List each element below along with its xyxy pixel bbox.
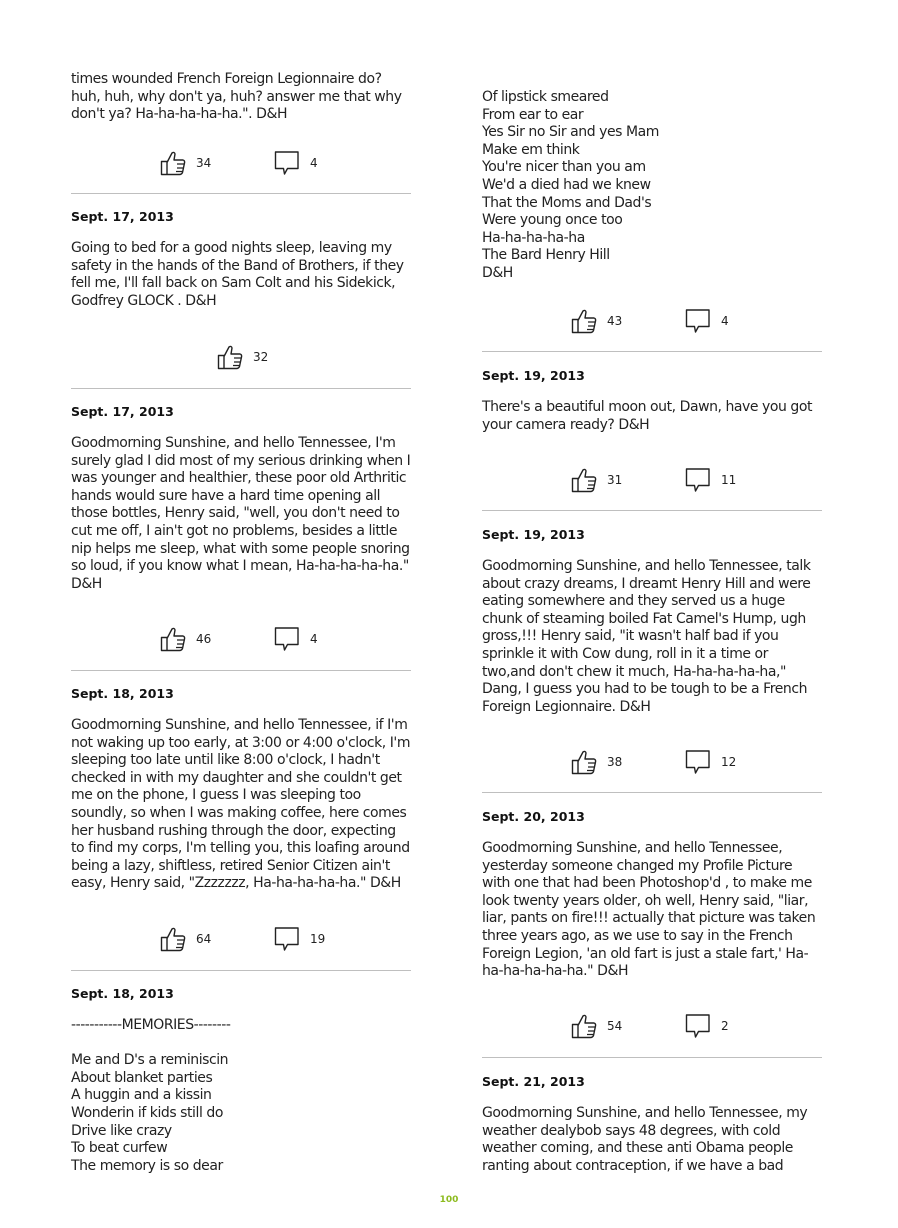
post-fragment — [71, 71, 411, 124]
post-stats — [71, 625, 411, 655]
like-button[interactable] — [571, 748, 622, 776]
comment-button[interactable] — [274, 149, 318, 177]
post — [71, 686, 411, 893]
post-text: Goodmorning Sunshine, and hello Tennessee, if I'm not waking up too early, at 3:00 or 4:00 o'clock, I'm sleeping too late until like 8:00 o'clock, I hadn't checked in with my daughter and she couldn't get me on the phone, I guess I was sleeping too soundly, so when I was making coffee, here comes her husband rushing through the door, expecting to find my corps, I'm telling you, this loafing around being a lazy, shiftless, retired Senior Citizen ain't easy, Henry said, "Zzzzzzz, Ha-ha-ha-ha-ha." D&H — [71, 717, 411, 892]
comment-icon — [685, 749, 711, 775]
post-stats — [482, 1012, 822, 1042]
comment-button[interactable] — [685, 466, 736, 494]
post-text: Going to bed for a good nights sleep, leaving my safety in the hands of the Band of Brothers, if they fell me, I'll fall back on Sam Colt and his Sidekick, Godfrey GLOCK . D&H — [71, 240, 404, 309]
like-button[interactable] — [571, 307, 622, 335]
like-count: 46 — [196, 632, 212, 646]
thumbs-up-icon — [217, 344, 243, 370]
like-count: 31 — [607, 473, 623, 487]
comment-icon — [274, 926, 300, 952]
thumbs-up-icon — [571, 749, 597, 775]
post-divider — [482, 351, 822, 352]
like-button[interactable] — [217, 343, 268, 371]
comment-icon — [685, 308, 711, 334]
post-divider — [71, 388, 411, 389]
thumbs-up-icon — [160, 150, 186, 176]
comment-button[interactable] — [274, 925, 325, 953]
post-text: Of lipstick smeared From ear to ear Yes Sir no Sir and yes Mam Make em think You're nicer than you am We'd a died had we knew That the Moms and Dad's Were young once too Ha-ha-ha-ha-ha The Bard Henry Hill D&H — [482, 89, 659, 281]
like-button[interactable] — [571, 466, 622, 494]
post — [482, 368, 822, 434]
post-stats — [482, 466, 822, 496]
comment-button[interactable] — [685, 307, 729, 335]
post-date: Sept. 19, 2013 — [482, 368, 585, 383]
comment-count: 4 — [310, 156, 318, 170]
comment-icon — [685, 467, 711, 493]
like-button[interactable] — [160, 149, 211, 177]
comment-button[interactable] — [685, 1012, 729, 1040]
like-count: 38 — [607, 755, 623, 769]
post-divider — [482, 510, 822, 511]
post-text: -----------MEMORIES-------- Me and D's a reminiscin About blanket parties A huggin and a kissin Wonderin if kids still do Drive like crazy To beat curfew The memory is so dear — [71, 1017, 231, 1174]
post-stats — [71, 149, 411, 179]
post-fragment — [482, 89, 822, 283]
post-stats — [71, 343, 411, 373]
post-date: Sept. 18, 2013 — [71, 986, 174, 1001]
comment-count: 4 — [310, 632, 318, 646]
like-count: 34 — [196, 156, 212, 170]
thumbs-up-icon — [160, 926, 186, 952]
comment-count: 19 — [310, 932, 326, 946]
post — [71, 209, 411, 310]
thumbs-up-icon — [571, 308, 597, 334]
post-text: There's a beautiful moon out, Dawn, have you got your camera ready? D&H — [482, 399, 813, 433]
post-text: Goodmorning Sunshine, and hello Tennessee, yesterday someone changed my Profile Picture with one that had been Photoshop'd , to make me look twenty years older, oh well, Henry said, "liar, liar, pants on fire!!! actually that picture was taken three years ago, as we use to say in the French Foreign Legion, 'an old fart is just a stale fart,' Ha-ha-ha-ha-ha-ha." D&H — [482, 840, 816, 980]
post-divider — [71, 670, 411, 671]
like-count: 64 — [196, 932, 212, 946]
comment-count: 2 — [721, 1019, 729, 1033]
post-date: Sept. 17, 2013 — [71, 209, 174, 224]
comment-count: 11 — [721, 473, 737, 487]
post-stats — [482, 307, 822, 337]
post-date: Sept. 20, 2013 — [482, 809, 585, 824]
post-date: Sept. 18, 2013 — [71, 686, 174, 701]
like-count: 32 — [253, 350, 269, 364]
post-text: Goodmorning Sunshine, and hello Tennessee, I'm surely glad I did most of my serious drinking when I was younger and healthier, these poor old Arthritic hands would sure have a hard time opening all those bottles, Henry said, "well, you don't need to cut me off, I ain't got no problems, besides a little nip helps me sleep, what with some people snoring so loud, if you know what I mean, Ha-ha-ha-ha-ha." D&H — [71, 435, 411, 592]
post-stats — [482, 748, 822, 778]
post-date: Sept. 19, 2013 — [482, 527, 585, 542]
comment-button[interactable] — [685, 748, 736, 776]
like-count: 43 — [607, 314, 623, 328]
like-button[interactable] — [160, 925, 211, 953]
post-stats — [71, 925, 411, 955]
thumbs-up-icon — [571, 1013, 597, 1039]
post-text: Goodmorning Sunshine, and hello Tennessee, talk about crazy dreams, I dreamt Henry Hill and were eating somewhere and they served us a huge chunk of steaming boiled Fat Camel's Hump, ugh gross,!!! Henry said, "it wasn't half bad if you sprinkle it with Cow dung, roll in it a time or two,and don't chew it much, Ha-ha-ha-ha-ha," Dang, I guess you had to be tough to be a French Foreign Legionnaire. D&H — [482, 558, 811, 715]
comment-icon — [274, 150, 300, 176]
thumbs-up-icon — [571, 467, 597, 493]
post-divider — [71, 193, 411, 194]
post — [71, 986, 411, 1175]
post-divider — [482, 792, 822, 793]
post-date: Sept. 21, 2013 — [482, 1074, 585, 1089]
post-divider — [71, 970, 411, 971]
comment-icon — [274, 626, 300, 652]
post — [482, 809, 822, 981]
comment-count: 12 — [721, 755, 737, 769]
post-date: Sept. 17, 2013 — [71, 404, 174, 419]
comment-button[interactable] — [274, 625, 318, 653]
thumbs-up-icon — [160, 626, 186, 652]
like-count: 54 — [607, 1019, 623, 1033]
like-button[interactable] — [160, 625, 211, 653]
post-text: Goodmorning Sunshine, and hello Tennessee, my weather dealybob says 48 degrees, with cold weather coming, and these anti Obama people ranting about contraception, if we have a bad — [482, 1105, 808, 1174]
page-number: 100 — [439, 1195, 459, 1205]
post-text: times wounded French Foreign Legionnaire do? huh, huh, why don't ya, huh? answer me that why don't ya? Ha-ha-ha-ha-ha.". D&H — [71, 71, 402, 123]
post — [71, 404, 411, 593]
post — [482, 527, 822, 716]
like-button[interactable] — [571, 1012, 622, 1040]
comment-count: 4 — [721, 314, 729, 328]
comment-icon — [685, 1013, 711, 1039]
post-divider — [482, 1057, 822, 1058]
post — [482, 1074, 822, 1175]
